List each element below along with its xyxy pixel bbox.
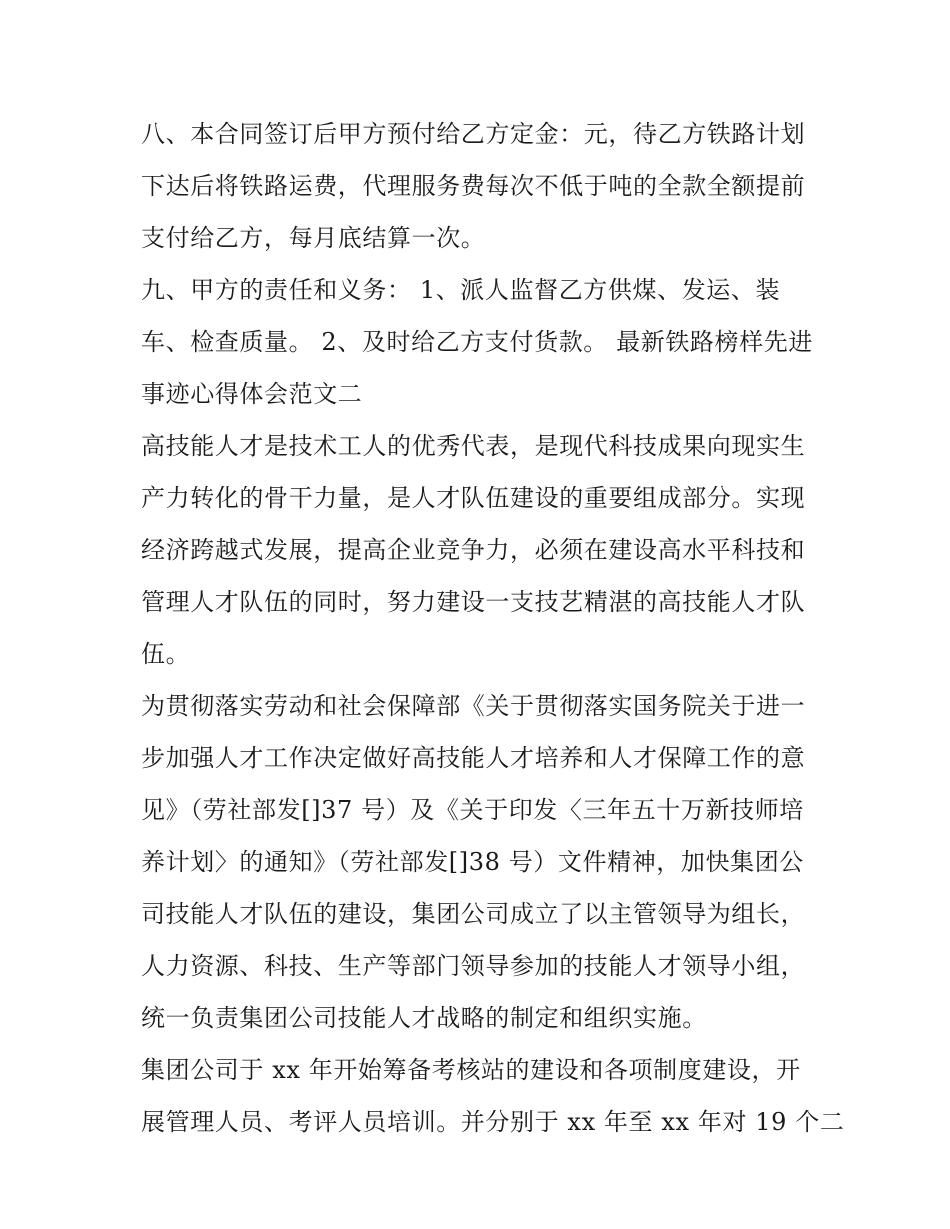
text-line: 经济跨越式发展，提高企业竞争力，必须在建设高水平科技和	[141, 536, 806, 564]
document-body	[141, 108, 845, 1148]
text-line: 养计划〉的通知》（劳社部发[]38 号）文件精神，加快集团公	[141, 848, 804, 876]
text-line: 步加强人才工作决定做好高技能人才培养和人才保障工作的意	[141, 744, 806, 772]
text-line: 支付给乙方，每月底结算一次。	[141, 224, 486, 252]
text-line: 九、甲方的责任和义务： 1、派人监督乙方供煤、发运、装	[141, 276, 781, 304]
text-line: 展管理人员、考评人员培训。并分别于 xx 年至 xx 年对 19 个二	[141, 1108, 845, 1136]
text-line: 下达后将铁路运费，代理服务费每次不低于吨的全款全额提前	[141, 172, 806, 200]
text-line: 车、检查质量。 2、及时给乙方支付货款。 最新铁路榜样先进	[141, 328, 813, 356]
text-line: 人力资源、科技、生产等部门领导参加的技能人才领导小组，	[141, 952, 806, 980]
text-line: 产力转化的骨干力量，是人才队伍建设的重要组成部分。实现	[141, 484, 806, 512]
text-line: 集团公司于 xx 年开始筹备考核站的建设和各项制度建设，开	[141, 1056, 801, 1084]
text-line: 事迹心得体会范文二	[141, 380, 363, 408]
text-line: 管理人才队伍的同时，努力建设一支技艺精湛的高技能人才队	[141, 588, 806, 616]
text-line: 伍。	[141, 640, 191, 668]
text-line: 见》（劳社部发[]37 号）及《关于印发〈三年五十万新技师培	[141, 796, 804, 824]
text-line: 八、本合同签订后甲方预付给乙方定金：元，待乙方铁路计划	[141, 120, 806, 148]
text-line: 高技能人才是技术工人的优秀代表，是现代科技成果向现实生	[141, 432, 806, 460]
text-line: 为贯彻落实劳动和社会保障部《关于贯彻落实国务院关于进一	[141, 692, 806, 720]
text-line: 统一负责集团公司技能人才战略的制定和组织实施。	[141, 1004, 707, 1032]
text-line: 司技能人才队伍的建设，集团公司成立了以主管领导为组长，	[141, 900, 806, 928]
